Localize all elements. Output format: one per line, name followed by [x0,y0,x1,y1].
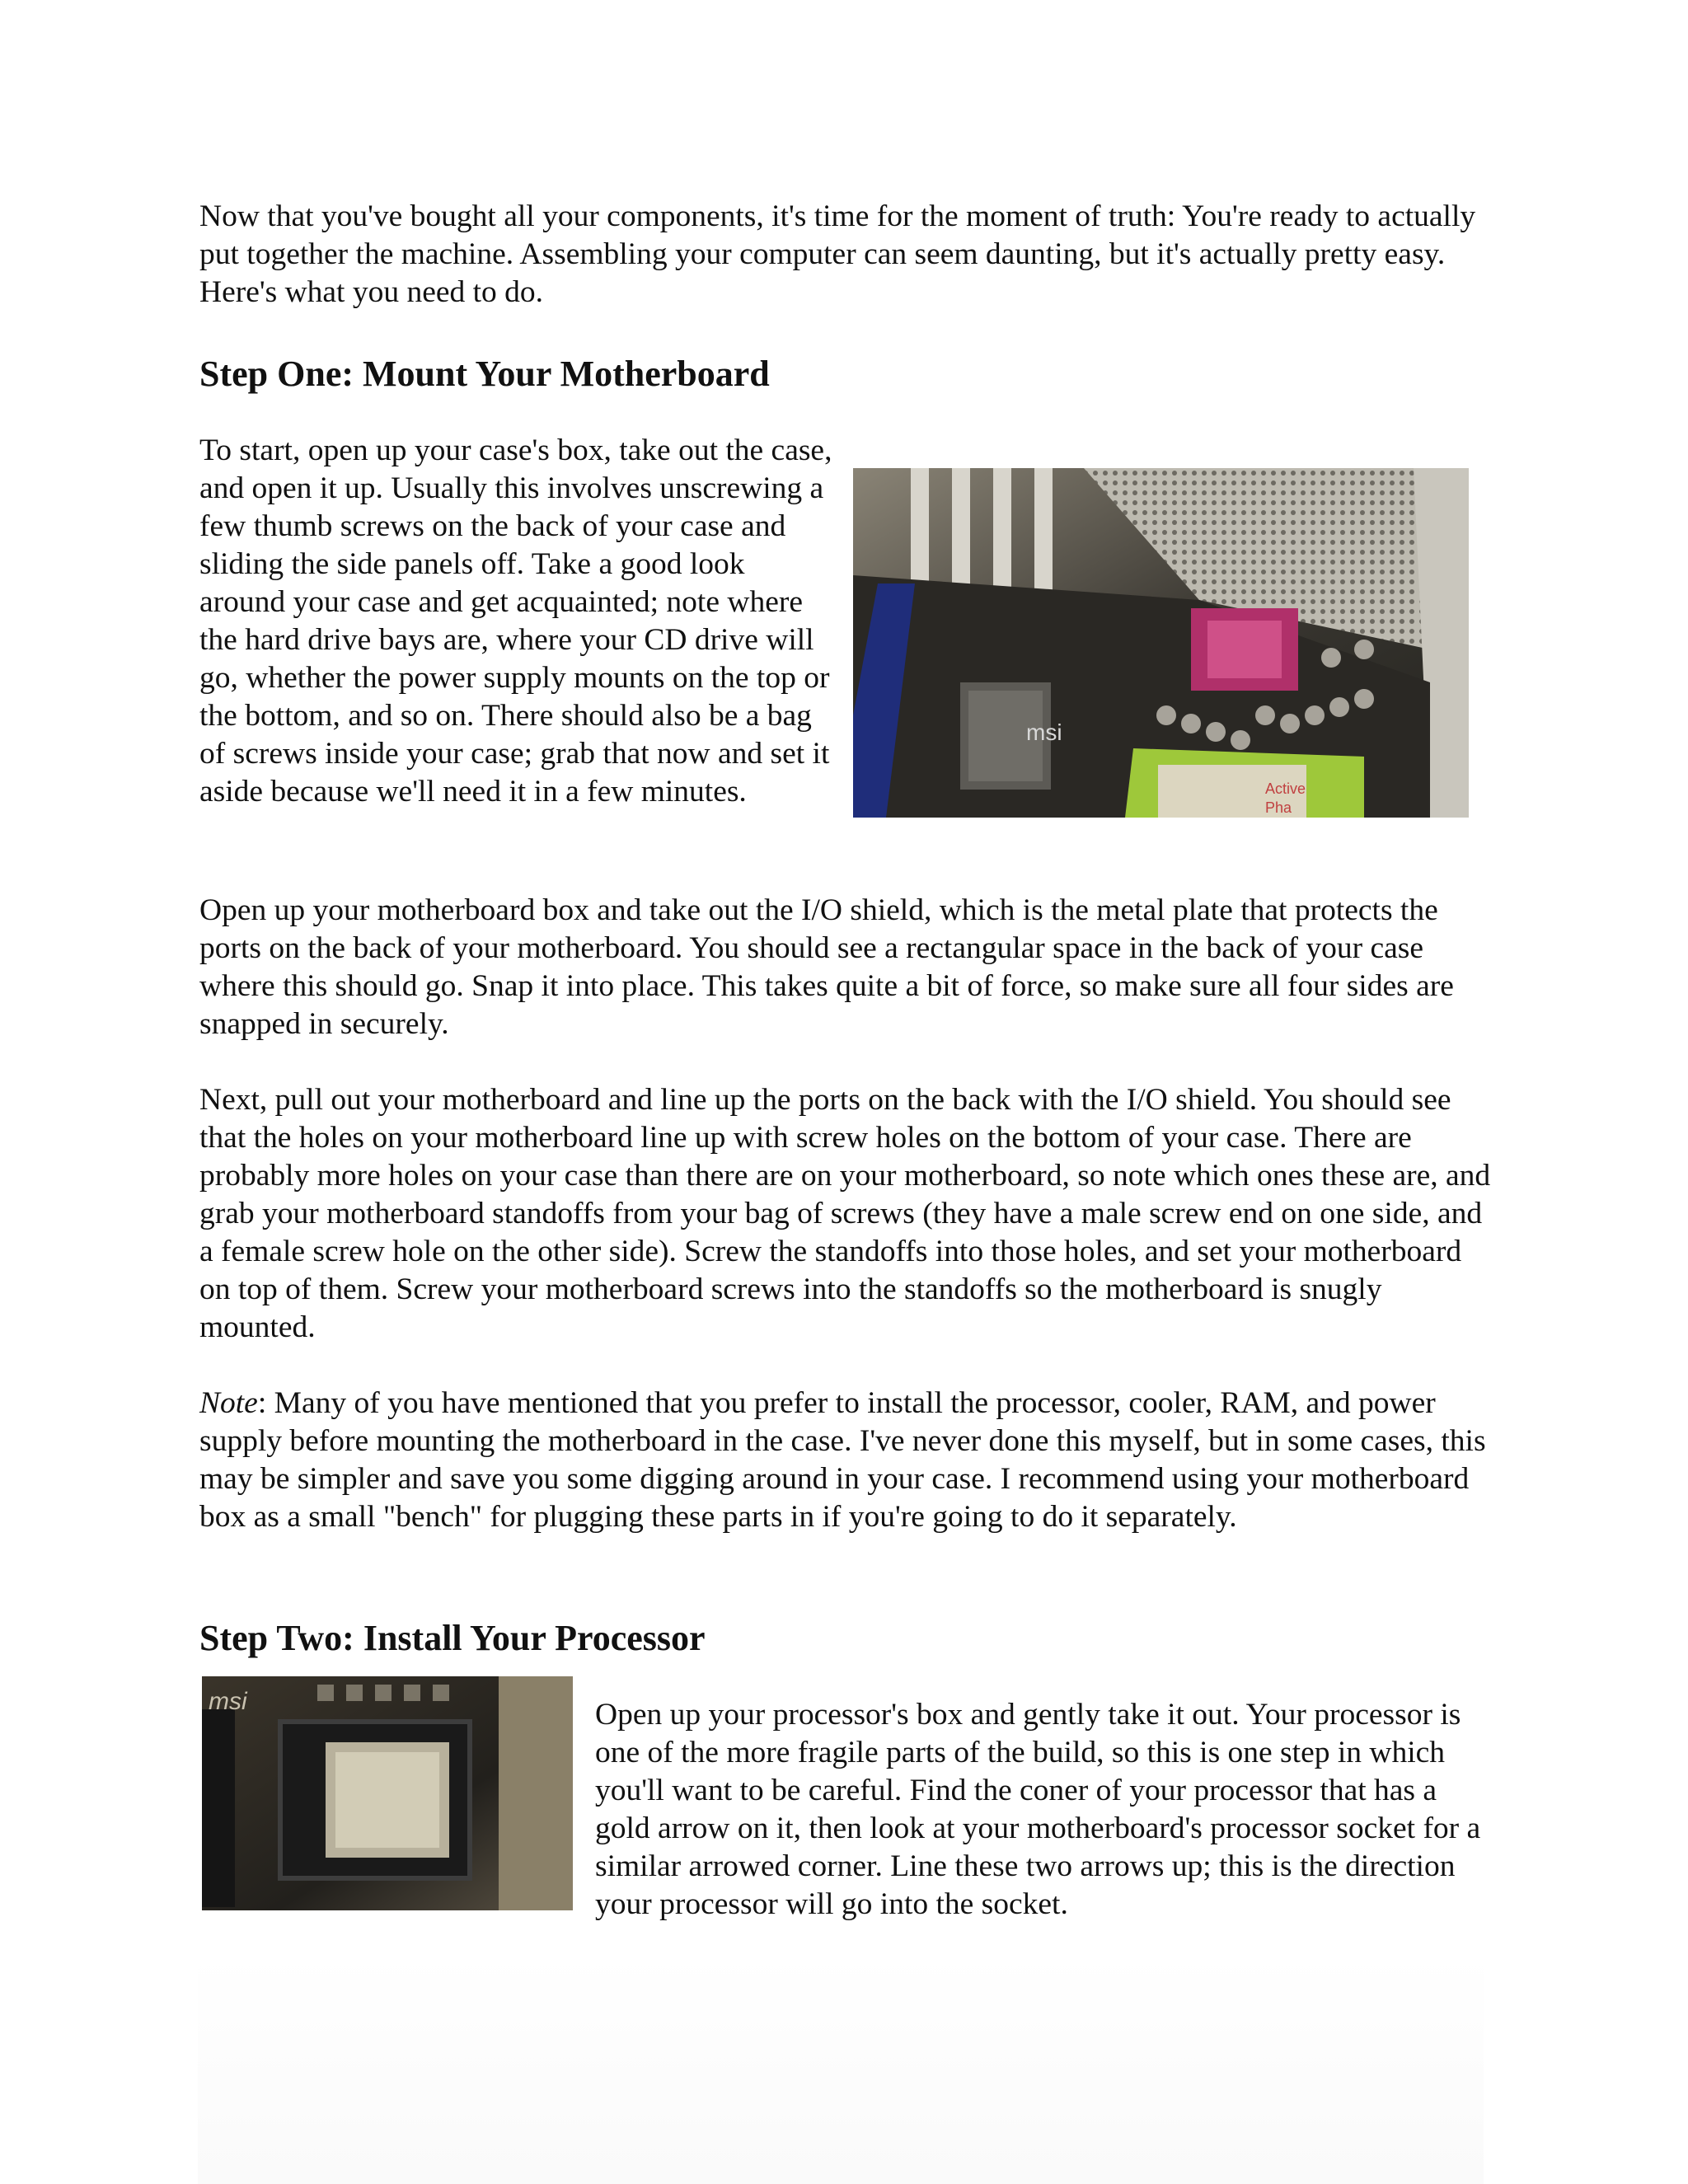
msi-logo-text-2: msi [209,1688,247,1715]
motherboard-case-image [853,468,1469,818]
step-two-heading: Step Two: Install Your Processor [199,1618,706,1658]
page-bottom-shade [198,1953,1484,2184]
processor-socket-photo [202,1676,573,1910]
step-two-paragraph-1: Open up your processor's box and gently take it out. Your processor is one of the more fragile parts of the build, so this is one step in which you'll want to be careful. Find the coner of your processor that has a gold arrow on it, then look at your motherboard's processor socket for a similar arrowed corner. Line these two arrows up; this is the direction your processor will go into the socket. [595,1698,1481,1921]
note-label: Note [199,1386,258,1420]
motherboard-case-photo [853,468,1469,818]
intro-paragraph: Now that you've bought all your components, it's time for the moment of truth: You're ready to actually put together the machine. Assembling your computer can seem daunting, but it's actually pretty easy. Here's what you need to do. [199,199,1476,309]
step-one-heading: Step One: Mount Your Motherboard [199,354,770,394]
msi-logo-text: msi [1026,719,1062,745]
processor-socket-image [202,1676,573,1910]
step-one-paragraph-1: To start, open up your case's box, take out the case, and open it up. Usually this involves unscrewing a few thumb screws on the back of your case and sliding the side panels off. Take a good look around your case and get acquainted; note where the hard drive bays are, where your CD drive will go, whether the power supply mounts on the top or the bottom, and so on. There should also be a bag of screws inside your case; grab that now and set it aside because we'll need it in a few minutes. [199,434,832,808]
active-label-text: Active [1265,780,1306,797]
phase-label-text: Pha [1265,799,1292,816]
step-one-paragraph-3: Next, pull out your motherboard and line up the ports on the back with the I/O shield. You should see that the holes on your motherboard line up with screw holes on the bottom of your case. There are probably more holes on your case than there are on your motherboard, so note which ones these are, and grab your motherboard standoffs from your bag of screws (they have a male screw end on one side, and a female screw hole on the other side). Screw the standoffs into those holes, and set your motherboard on top of them. Screw your motherboard screws into the standoffs so the motherboard is snugly mounted. [199,1083,1491,1344]
note-text: : Many of you have mentioned that you prefer to install the processor, cooler, RAM, and power supply before mounting the motherboard in the case. I've never done this myself, but in some cases, this may be simpler and save you some digging around in your case. I recommend using your motherboard box as a small "bench" for plugging these parts in if you're going to do it separately. [199,1386,1486,1534]
step-one-note [199,1385,1493,1536]
step-one-paragraph-2: Open up your motherboard box and take out the I/O shield, which is the metal plate that protects the ports on the back of your motherboard. You should see a rectangular space in the back of your case where this should go. Snap it into place. This takes quite a bit of force, so make sure all four sides are snapped in securely. [199,893,1454,1041]
